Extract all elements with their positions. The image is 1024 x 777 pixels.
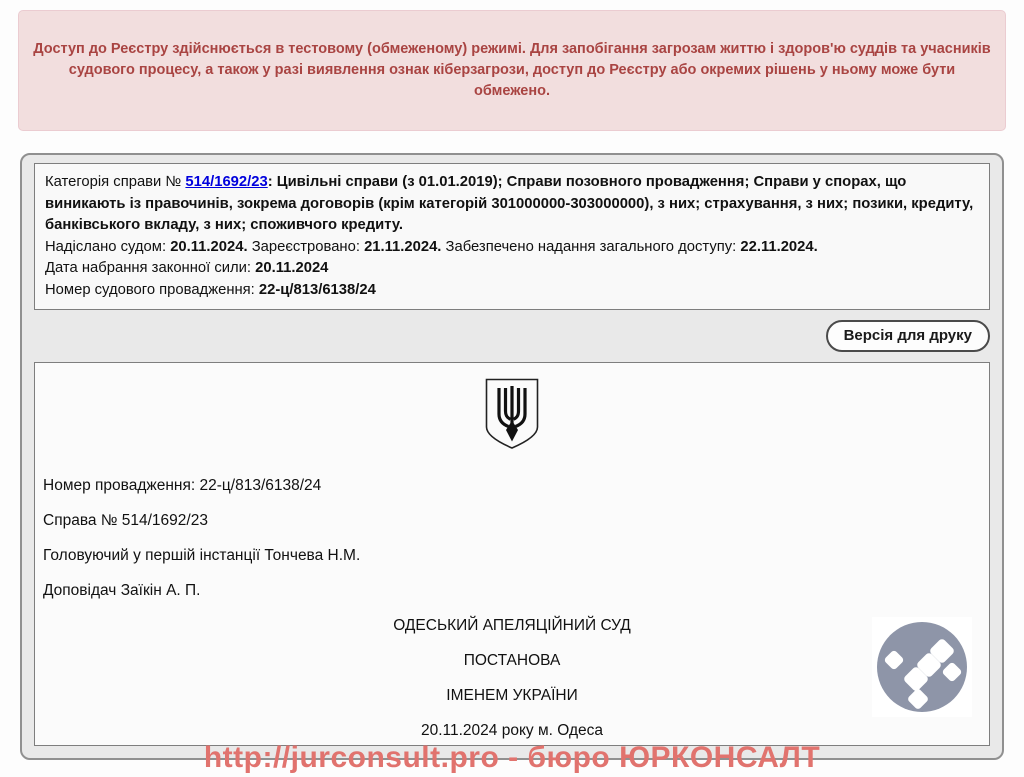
- doc-type: ПОСТАНОВА: [463, 652, 561, 669]
- jurconsult-logo-icon: [872, 617, 972, 717]
- print-version-button[interactable]: Версія для друку: [826, 320, 990, 352]
- ukraine-trident-icon: [484, 377, 540, 451]
- in-name-of: ІМЕНЕМ УКРАЇНИ: [446, 687, 578, 704]
- registered-date: 21.11.2024.: [364, 238, 442, 255]
- proceeding-line: Номер провадження: 22-ц/813/6138/24: [43, 477, 322, 494]
- decision-container: [20, 153, 1004, 760]
- test-mode-warning-banner: [18, 10, 1006, 131]
- dates-line: [45, 237, 979, 259]
- category-value: : Цивільні справи (з 01.01.2019); Справи позовного провадження; Справи у спорах, що виникають із правочинів, зокрема договорів (крім категорій 301000000-303000000), з них; страхування, з них; позики, кредиту, банківського вкладу, з них; споживчого кредиту.: [45, 174, 974, 233]
- date-place: 20.11.2024 року м. Одеса: [420, 722, 603, 739]
- category-label: Категорія справи №: [45, 174, 182, 190]
- warning-text: Доступ до Реєстру здійснюється в тестовому (обмеженому) режимі. Для запобігання загрозам життю і здоров'ю суддів та учасників судового процесу, а також у разі виявлення ознак кіберзагрози, доступ до Реєстру або окремих рішень у ньому може бути обмежено.: [33, 41, 991, 99]
- proceeding-number: 22-ц/813/6138/24: [258, 281, 376, 298]
- court-name: ОДЕСЬКИЙ АПЕЛЯЦІЙНИЙ СУД: [393, 617, 631, 634]
- legal-force-line: [45, 258, 979, 280]
- rapporteur-line: Доповідач Заїкін А. П.: [43, 582, 201, 599]
- proceeding-label: Номер судового провадження:: [45, 281, 255, 298]
- access-label: Забезпечено надання загального доступу:: [445, 238, 737, 255]
- coat-of-arms: [43, 377, 981, 456]
- case-info-box: [34, 163, 990, 310]
- print-toolbar: [34, 310, 990, 362]
- legal-force-label: Дата набрання законної сили:: [45, 260, 252, 276]
- case-category-line: [45, 172, 979, 237]
- proceeding-number-line: [45, 280, 979, 302]
- case-number-link[interactable]: 514/1692/23: [185, 174, 268, 190]
- registered-label: Зареєстровано:: [251, 238, 360, 255]
- legal-force-date: 20.11.2024: [255, 260, 329, 276]
- watermark-text: http://jurconsult.pro - бюро ЮРКОНСАЛТ: [203, 741, 821, 774]
- judge-line: Головуючий у першій інстанції Тончева Н.М.: [43, 547, 361, 564]
- sent-date: 20.11.2024.: [170, 238, 248, 255]
- sent-label: Надіслано судом:: [45, 238, 167, 255]
- decision-document: [34, 362, 990, 746]
- access-date: 22.11.2024.: [740, 238, 818, 255]
- case-line: Справа № 514/1692/23: [43, 512, 208, 529]
